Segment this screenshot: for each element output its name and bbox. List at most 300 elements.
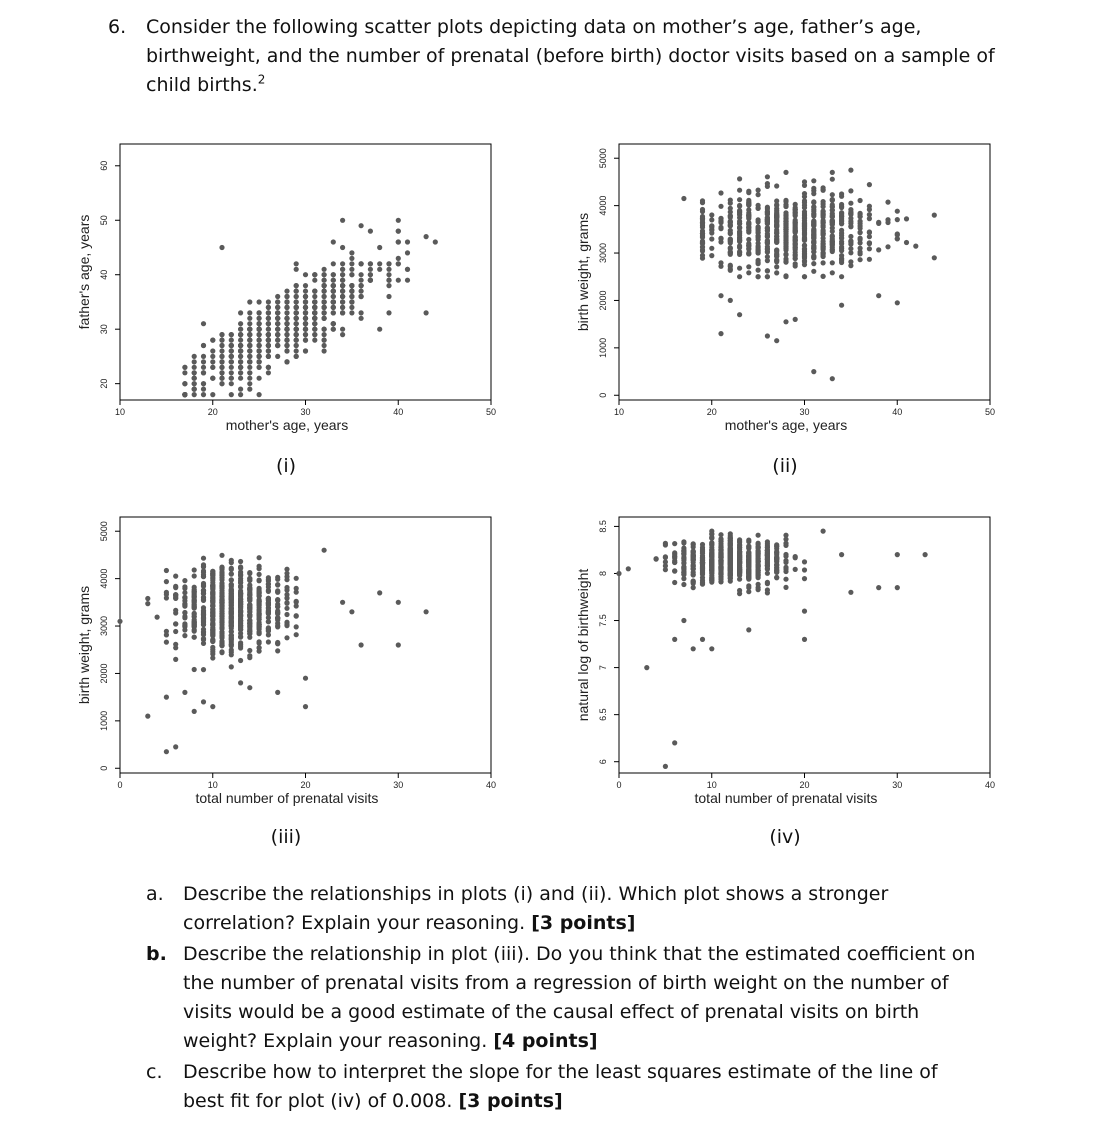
- data-point: [294, 338, 299, 343]
- x-axis-title: mother's age, years: [724, 417, 848, 433]
- data-point: [229, 560, 234, 565]
- data-point: [700, 198, 705, 203]
- data-point: [331, 305, 336, 310]
- data-point: [275, 640, 280, 645]
- part-b-text: [183, 940, 983, 1056]
- data-point: [700, 253, 705, 258]
- data-point: [284, 316, 289, 321]
- data-point: [885, 244, 890, 249]
- x-tick-label: 50: [485, 407, 497, 417]
- data-point: [257, 564, 262, 569]
- data-point: [774, 338, 779, 343]
- data-point: [219, 553, 224, 558]
- data-point: [257, 629, 262, 634]
- data-point: [830, 249, 835, 254]
- x-tick-label: 0: [117, 780, 123, 790]
- data-point: [746, 246, 751, 251]
- data-point: [765, 548, 770, 553]
- data-point: [182, 578, 187, 583]
- data-point: [802, 576, 807, 581]
- data-point: [275, 575, 280, 580]
- data-point: [219, 348, 224, 353]
- data-point: [201, 359, 206, 364]
- data-point: [709, 540, 714, 545]
- y-tick-label: 8.5: [598, 520, 608, 533]
- data-point: [275, 294, 280, 299]
- data-point: [774, 570, 779, 575]
- data-point: [359, 223, 364, 228]
- data-point: [340, 272, 345, 277]
- data-point: [783, 543, 788, 548]
- data-point: [904, 216, 909, 221]
- question-body: Consider the following scatter plots depicting data on mother’s age, father’s age, birthweight, and the number of prenatal (before birth) doctor visits based on a sample of child births.: [146, 16, 995, 96]
- data-point: [192, 376, 197, 381]
- data-point: [848, 590, 853, 595]
- data-point: [774, 544, 779, 549]
- data-point: [340, 261, 345, 266]
- data-point: [848, 259, 853, 264]
- data-point: [201, 572, 206, 577]
- data-point: [266, 327, 271, 332]
- data-point: [303, 289, 308, 294]
- data-point: [756, 217, 761, 222]
- data-point: [793, 250, 798, 255]
- data-point: [848, 250, 853, 255]
- y-axis-title: natural log of birthweight: [575, 568, 591, 722]
- data-point: [303, 676, 308, 681]
- data-point: [201, 583, 206, 588]
- data-point: [839, 216, 844, 221]
- data-point: [765, 274, 770, 279]
- data-point: [396, 642, 401, 647]
- data-point: [294, 305, 299, 310]
- data-point: [377, 590, 382, 595]
- data-point: [210, 603, 215, 608]
- data-point: [247, 338, 252, 343]
- data-point: [377, 327, 382, 332]
- data-point: [266, 321, 271, 326]
- data-point: [783, 247, 788, 252]
- data-point: [247, 316, 252, 321]
- x-tick-label: 20: [207, 407, 218, 417]
- data-point: [192, 605, 197, 610]
- data-point: [691, 646, 696, 651]
- data-point: [266, 611, 271, 616]
- data-point: [247, 618, 252, 623]
- data-point: [830, 260, 835, 265]
- data-point: [284, 606, 289, 611]
- data-point: [173, 608, 178, 613]
- data-point: [783, 227, 788, 232]
- data-point: [275, 588, 280, 593]
- data-point: [266, 332, 271, 337]
- data-point: [247, 381, 252, 386]
- data-point: [746, 567, 751, 572]
- data-point: [756, 546, 761, 551]
- data-point: [756, 562, 761, 567]
- x-axis-title: total number of prenatal visits: [694, 790, 878, 806]
- data-point: [247, 327, 252, 332]
- x-tick-label: 20: [300, 780, 311, 790]
- data-point: [746, 544, 751, 549]
- data-point: [746, 539, 751, 544]
- data-point: [802, 259, 807, 264]
- x-tick-label: 10: [207, 780, 218, 790]
- data-point: [229, 593, 234, 598]
- data-point: [756, 192, 761, 197]
- data-point: [247, 354, 252, 359]
- data-point: [839, 253, 844, 258]
- data-point: [247, 365, 252, 370]
- data-point: [718, 204, 723, 209]
- data-point: [746, 627, 751, 632]
- data-point: [802, 224, 807, 229]
- data-point: [164, 579, 169, 584]
- data-point: [709, 225, 714, 230]
- data-point: [229, 392, 234, 397]
- data-point: [802, 254, 807, 259]
- data-point: [266, 365, 271, 370]
- data-point: [802, 274, 807, 279]
- data-point: [284, 635, 289, 640]
- data-point: [284, 612, 289, 617]
- data-point: [238, 365, 243, 370]
- plot-caption-ii: (ii): [772, 455, 798, 477]
- data-point: [284, 332, 289, 337]
- y-axis-title: father's age, years: [76, 214, 92, 330]
- data-point: [867, 207, 872, 212]
- y-tick-label: 20: [99, 378, 109, 389]
- data-point: [210, 573, 215, 578]
- data-point: [811, 269, 816, 274]
- data-point: [774, 229, 779, 234]
- data-point: [811, 232, 816, 237]
- data-point: [266, 354, 271, 359]
- data-point: [210, 586, 215, 591]
- data-point: [238, 387, 243, 392]
- data-point: [322, 338, 327, 343]
- x-tick-label: 30: [393, 780, 404, 790]
- data-point: [654, 557, 659, 562]
- data-point: [201, 556, 206, 561]
- data-point: [737, 540, 742, 545]
- data-point: [210, 594, 215, 599]
- data-point: [386, 310, 391, 315]
- data-point: [201, 343, 206, 348]
- plot-frame: [120, 144, 491, 400]
- x-tick-label: 40: [892, 407, 903, 417]
- data-point: [201, 370, 206, 375]
- data-point: [238, 570, 243, 575]
- data-point: [201, 354, 206, 359]
- data-point: [876, 585, 881, 590]
- data-point: [349, 256, 354, 261]
- data-point: [424, 310, 429, 315]
- data-point: [340, 305, 345, 310]
- data-point: [247, 299, 252, 304]
- data-point: [284, 600, 289, 605]
- data-point: [210, 649, 215, 654]
- data-point: [266, 316, 271, 321]
- data-point: [709, 578, 714, 583]
- data-point: [349, 299, 354, 304]
- data-point: [672, 541, 677, 546]
- data-point: [173, 621, 178, 626]
- data-point: [858, 198, 863, 203]
- data-point: [821, 232, 826, 237]
- data-point: [709, 217, 714, 222]
- data-point: [201, 591, 206, 596]
- data-point: [192, 589, 197, 594]
- data-point: [331, 321, 336, 326]
- data-point: [858, 223, 863, 228]
- data-point: [681, 539, 686, 544]
- data-point: [238, 680, 243, 685]
- data-point: [691, 558, 696, 563]
- data-point: [858, 214, 863, 219]
- x-tick-label: 10: [706, 780, 717, 790]
- data-point: [340, 327, 345, 332]
- data-point: [257, 649, 262, 654]
- x-tick-label: 30: [799, 407, 810, 417]
- data-point: [238, 596, 243, 601]
- data-point: [182, 614, 187, 619]
- y-tick-label: 2000: [99, 663, 109, 684]
- data-point: [811, 205, 816, 210]
- data-point: [266, 619, 271, 624]
- data-point: [294, 316, 299, 321]
- y-tick-label: 6: [598, 759, 608, 765]
- data-point: [219, 599, 224, 604]
- data-point: [303, 272, 308, 277]
- data-point: [257, 310, 262, 315]
- data-point: [746, 270, 751, 275]
- data-point: [774, 575, 779, 580]
- data-point: [672, 568, 677, 573]
- data-point: [257, 332, 262, 337]
- data-point: [737, 555, 742, 560]
- data-point: [229, 370, 234, 375]
- data-point: [793, 261, 798, 266]
- y-tick-label: 7.5: [598, 614, 608, 627]
- data-point: [275, 316, 280, 321]
- data-point: [229, 642, 234, 647]
- data-point: [173, 744, 178, 749]
- data-point: [312, 327, 317, 332]
- data-point: [219, 338, 224, 343]
- data-point: [294, 632, 299, 637]
- data-point: [709, 246, 714, 251]
- data-point: [210, 392, 215, 397]
- data-point: [793, 554, 798, 559]
- data-point: [219, 586, 224, 591]
- data-point: [728, 551, 733, 556]
- data-point: [247, 348, 252, 353]
- data-point: [201, 381, 206, 386]
- data-point: [830, 236, 835, 241]
- x-axis-title: total number of prenatal visits: [195, 790, 379, 806]
- data-point: [746, 216, 751, 221]
- scatter-plot-i: [76, 140, 496, 440]
- data-point: [229, 376, 234, 381]
- data-point: [793, 235, 798, 240]
- data-point: [284, 310, 289, 315]
- data-point: [691, 544, 696, 549]
- data-point: [192, 354, 197, 359]
- data-point: [294, 321, 299, 326]
- data-point: [386, 278, 391, 283]
- data-point: [746, 228, 751, 233]
- data-point: [830, 376, 835, 381]
- data-point: [700, 582, 705, 587]
- data-point: [164, 695, 169, 700]
- data-point: [340, 267, 345, 272]
- data-point: [229, 381, 234, 386]
- data-point: [322, 267, 327, 272]
- data-point: [201, 392, 206, 397]
- data-point: [774, 183, 779, 188]
- data-point: [349, 609, 354, 614]
- data-point: [312, 310, 317, 315]
- data-point: [284, 571, 289, 576]
- data-point: [802, 183, 807, 188]
- data-point: [219, 376, 224, 381]
- data-point: [359, 283, 364, 288]
- data-point: [173, 584, 178, 589]
- data-point: [737, 176, 742, 181]
- data-point: [173, 657, 178, 662]
- data-point: [247, 685, 252, 690]
- data-point: [229, 610, 234, 615]
- data-point: [746, 241, 751, 246]
- data-point: [219, 365, 224, 370]
- data-point: [895, 236, 900, 241]
- data-point: [783, 273, 788, 278]
- data-point: [266, 639, 271, 644]
- data-point: [830, 202, 835, 207]
- data-point: [331, 327, 336, 332]
- part-c-label: c.: [146, 1061, 163, 1083]
- data-point: [433, 239, 438, 244]
- data-point: [626, 566, 631, 571]
- data-point: [257, 348, 262, 353]
- y-tick-label: 7: [598, 665, 608, 671]
- footnote-mark: 2: [257, 72, 266, 87]
- data-point: [783, 319, 788, 324]
- data-point: [737, 588, 742, 593]
- data-point: [858, 251, 863, 256]
- scatter-plot-i-svg: [76, 140, 496, 440]
- data-point: [182, 381, 187, 386]
- y-tick-label: 4000: [99, 568, 109, 589]
- data-point: [247, 343, 252, 348]
- data-point: [173, 574, 178, 579]
- data-point: [396, 256, 401, 261]
- data-point: [229, 332, 234, 337]
- data-point: [257, 555, 262, 560]
- data-point: [294, 310, 299, 315]
- data-point: [229, 343, 234, 348]
- data-point: [266, 626, 271, 631]
- data-point: [830, 170, 835, 175]
- data-point: [895, 231, 900, 236]
- data-point: [848, 234, 853, 239]
- data-point: [839, 274, 844, 279]
- data-point: [746, 202, 751, 207]
- data-point: [322, 332, 327, 337]
- data-point: [210, 354, 215, 359]
- data-point: [266, 600, 271, 605]
- data-point: [322, 343, 327, 348]
- scatter-plot-iv: [575, 513, 995, 813]
- data-point: [340, 294, 345, 299]
- data-point: [294, 261, 299, 266]
- scatter-plot-iii-svg: [76, 513, 496, 813]
- data-point: [229, 359, 234, 364]
- data-point: [821, 274, 826, 279]
- data-point: [681, 196, 686, 201]
- data-point: [182, 627, 187, 632]
- data-point: [312, 332, 317, 337]
- data-point: [266, 305, 271, 310]
- data-point: [238, 578, 243, 583]
- data-point: [709, 536, 714, 541]
- data-point: [765, 247, 770, 252]
- data-point: [895, 217, 900, 222]
- data-point: [811, 191, 816, 196]
- data-point: [424, 234, 429, 239]
- data-point: [229, 621, 234, 626]
- data-point: [219, 565, 224, 570]
- x-tick-label: 10: [613, 407, 625, 417]
- data-point: [774, 559, 779, 564]
- data-point: [192, 567, 197, 572]
- data-point: [238, 343, 243, 348]
- data-point: [765, 258, 770, 263]
- data-point: [340, 332, 345, 337]
- data-point: [783, 577, 788, 582]
- data-point: [238, 321, 243, 326]
- data-point: [765, 184, 770, 189]
- y-tick-label: 8: [598, 570, 608, 576]
- data-point: [229, 584, 234, 589]
- data-point: [811, 178, 816, 183]
- data-point: [322, 348, 327, 353]
- data-point: [368, 261, 373, 266]
- data-point: [663, 541, 668, 546]
- data-point: [257, 299, 262, 304]
- data-point: [331, 261, 336, 266]
- data-point: [294, 299, 299, 304]
- data-point: [728, 252, 733, 257]
- data-point: [294, 283, 299, 288]
- data-point: [275, 354, 280, 359]
- part-b-label: b.: [146, 943, 167, 965]
- data-point: [266, 310, 271, 315]
- data-point: [746, 189, 751, 194]
- data-point: [210, 365, 215, 370]
- data-point: [728, 246, 733, 251]
- data-point: [700, 233, 705, 238]
- data-point: [275, 690, 280, 695]
- data-point: [839, 231, 844, 236]
- data-point: [765, 231, 770, 236]
- data-point: [756, 188, 761, 193]
- data-point: [405, 239, 410, 244]
- data-point: [275, 338, 280, 343]
- data-point: [238, 338, 243, 343]
- data-point: [219, 343, 224, 348]
